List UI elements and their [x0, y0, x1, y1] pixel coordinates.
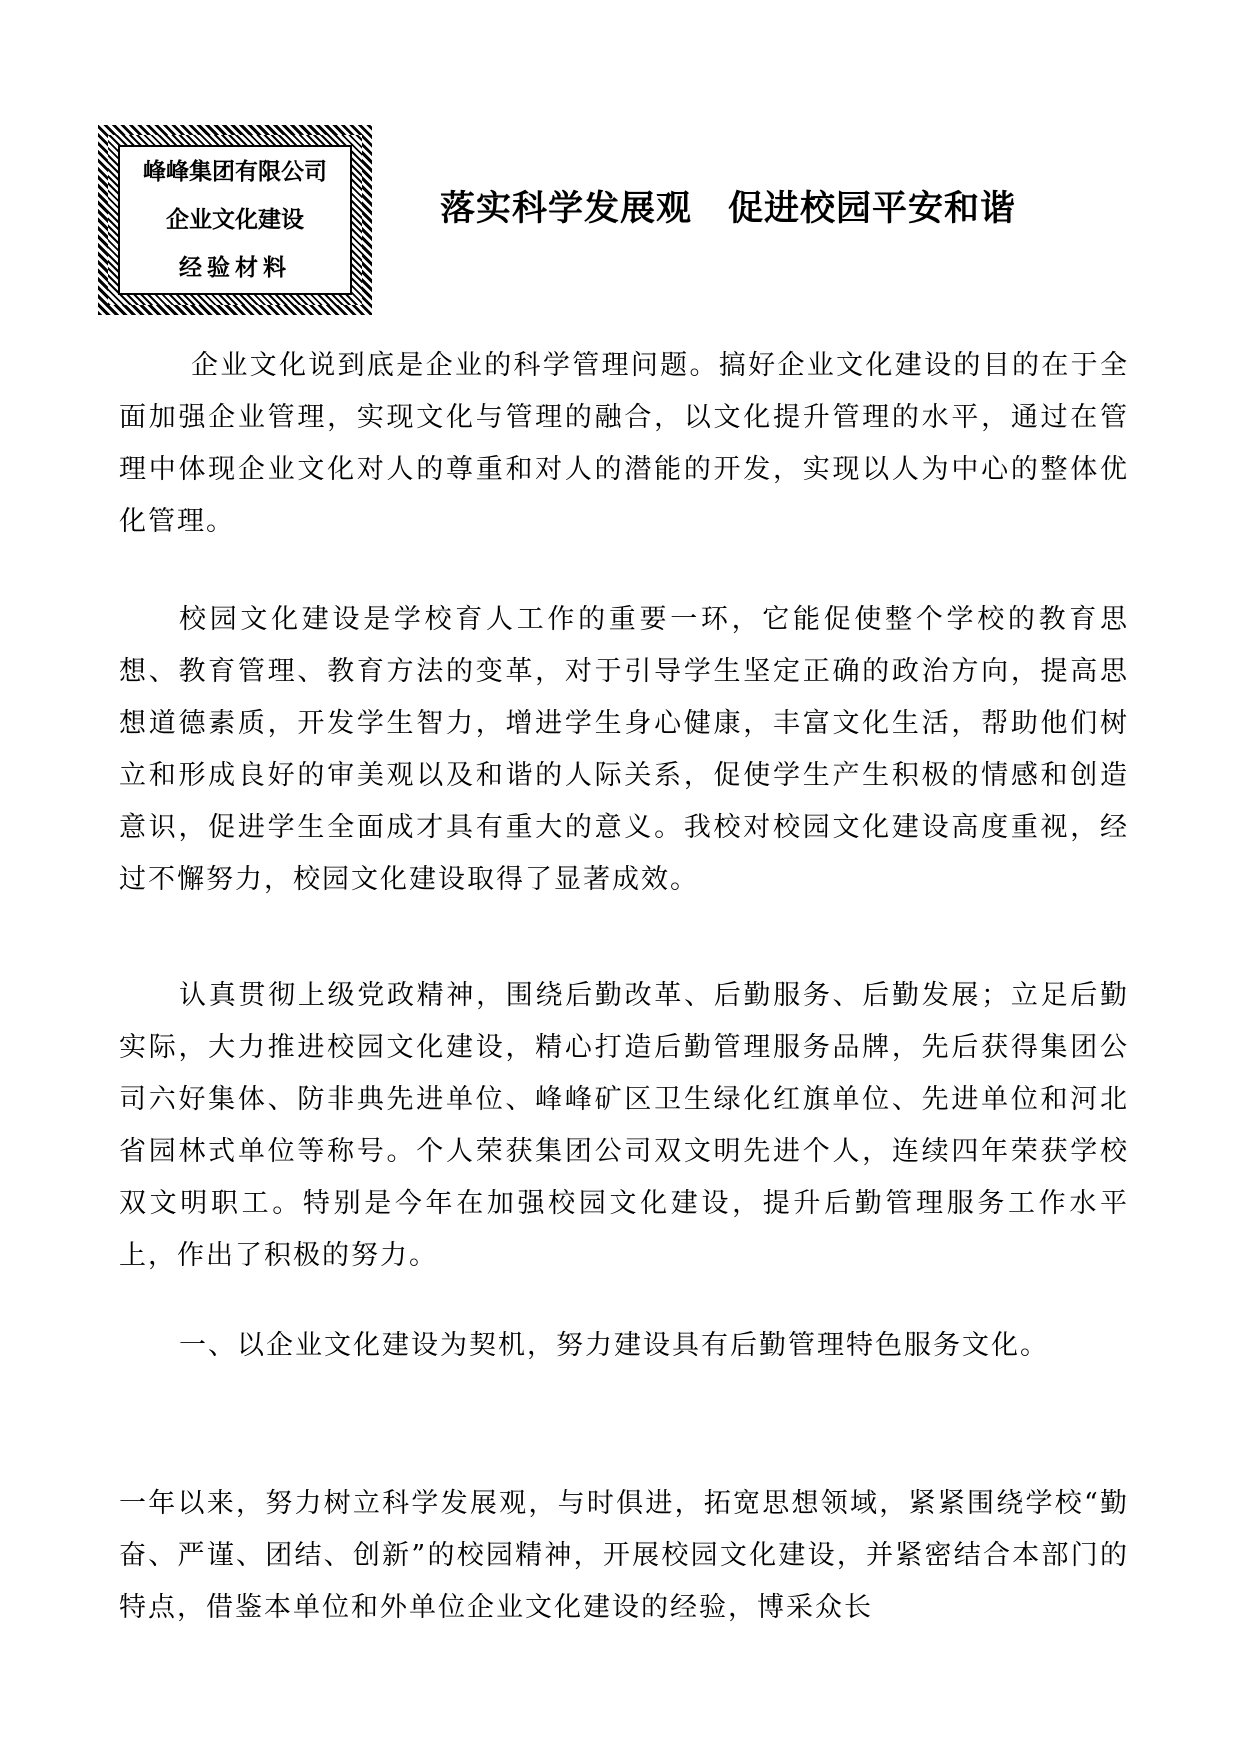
stamp-company-name: 峰峰集团有限公司 [143, 159, 327, 185]
header-stamp-box [98, 125, 372, 315]
stamp-subject: 企业文化建设 [166, 207, 304, 233]
paragraph-3: 认真贯彻上级党政精神，围绕后勤改革、后勤服务、后勤发展；立足后勤实际，大力推进校园文化建设，精心打造后勤管理服务品牌，先后获得集团公司六好集体、防非典先进单位、峰峰矿区卫生绿化红旗单位、先进单位和河北省园林式单位等称号。个人荣获集团公司双文明先进个人，连续四年荣获学校双文明职工。特别是今年在加强校园文化建设，提升后勤管理服务工作水平上，作出了积极的努力。 [119, 980, 1129, 1271]
document-title: 落实科学发展观 促进校园平安和谐 [440, 188, 1017, 229]
stamp-doc-type: 经验材料 [179, 255, 291, 281]
header-stamp-inner [118, 145, 352, 295]
section-heading-1: 一、以企业文化建设为契机，努力建设具有后勤管理特色服务文化。 [179, 1330, 1049, 1361]
paragraph-4: 一年以来，努力树立科学发展观，与时俱进，拓宽思想领域，紧紧围绕学校“勤奋、严谨、团结、创新”的校园精神，开展校园文化建设，并紧密结合本部门的特点，借鉴本单位和外单位企业文化建设的经验，博采众长 [119, 1488, 1129, 1623]
paragraph-2: 校园文化建设是学校育人工作的重要一环，它能促使整个学校的教育思想、教育管理、教育方法的变革，对于引导学生坚定正确的政治方向，提高思想道德素质，开发学生智力，增进学生身心健康，丰富文化生活，帮助他们树立和形成良好的审美观以及和谐的人际关系，促使学生产生积极的情感和创造意识，促进学生全面成才具有重大的意义。我校对校园文化建设高度重视，经过不懈努力，校园文化建设取得了显著成效。 [119, 604, 1129, 895]
paragraph-1: 企业文化说到底是企业的科学管理问题。搞好企业文化建设的目的在于全面加强企业管理，实现文化与管理的融合，以文化提升管理的水平，通过在管理中体现企业文化对人的尊重和对人的潜能的开发，实现以人为中心的整体优化管理。 [119, 350, 1129, 537]
